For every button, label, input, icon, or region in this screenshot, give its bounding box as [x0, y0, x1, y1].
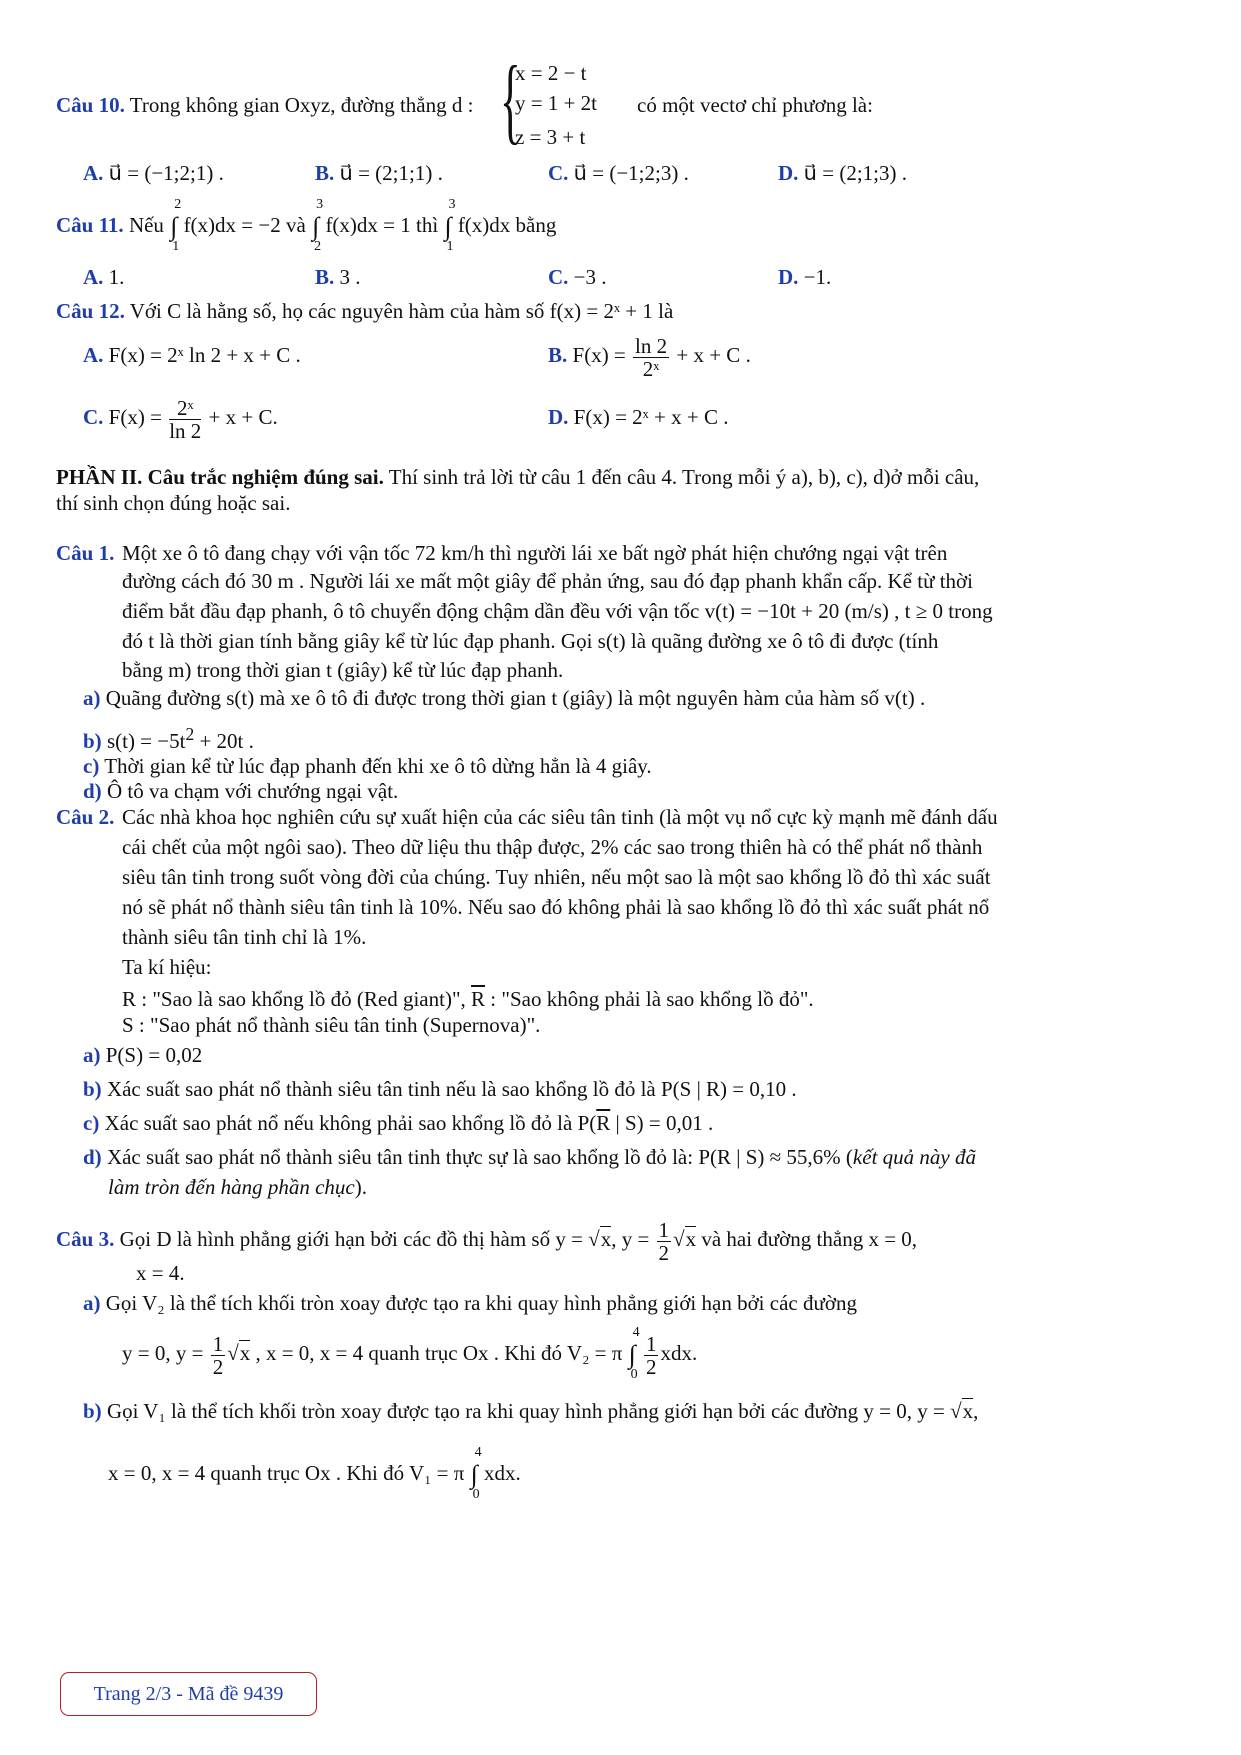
p1-line-3: điểm bắt đầu đạp phanh, ô tô chuyển động chậm dần đều với vận tốc v(t) = −10t + 20 (m/s) , t ≥ 0 trong	[122, 599, 993, 623]
system-brace: {	[500, 46, 521, 153]
p2-b: b) Xác suất sao phát nổ thành siêu tân tinh nếu là sao khổng lồ đỏ là P(S | R) = 0,10 .	[83, 1077, 797, 1101]
p3-b-line-1: b) Gọi V₁ là thể tích khối tròn xoay được tạo ra khi quay hình phẳng giới hạn bởi các đường y = 0, y = √x,	[83, 1399, 979, 1423]
p2-line-3: siêu tân tinh trong suốt vòng đời của chúng. Tuy nhiên, nếu một sao là một sao khổng lồ đỏ thì xác suất	[122, 865, 991, 889]
q10-option-a: A. u⃗ = (−1;2;1) .	[83, 161, 224, 185]
system-eq-1: x = 2 − t	[515, 61, 587, 85]
p2-label: Câu 2.	[56, 805, 115, 829]
p3-b-line-2: x = 0, x = 4 quanh trục Ox . Khi đó V₁ = π ∫ 4 0 xdx.	[108, 1445, 521, 1503]
q10-stem-b: có một vectơ chỉ phương là:	[637, 93, 873, 117]
p3-a-line-1: a) Gọi V₂ là thể tích khối tròn xoay được tạo ra khi quay hình phẳng giới hạn bởi các đường	[83, 1291, 857, 1315]
integral-3: ∫ 3 1	[444, 197, 456, 255]
part2-title: PHẦN II. Câu trắc nghiệm đúng sai.	[56, 465, 384, 489]
q12-option-d: D. F(x) = 2ˣ + x + C .	[548, 405, 729, 429]
q10-stem	[56, 92, 473, 118]
q12-option-a: A. F(x) = 2ˣ ln 2 + x + C .	[83, 343, 301, 367]
p2-line-2: cái chết của một ngôi sao). Theo dữ liệu thu thập được, 2% các sao trong thiên hà có thể phát nổ thành	[122, 835, 983, 859]
q12-option-c: C. F(x) = $\frac{\text{2ˣ}}{\ln 2}$ + x + C.	[83, 395, 278, 443]
p3-stem-d: x = 4.	[136, 1261, 185, 1285]
p1-d: d) Ô tô va chạm với chướng ngại vật.	[83, 779, 399, 803]
p2-notation: Ta kí hiệu:	[122, 955, 212, 979]
q11-option-c: C. −3 .	[548, 265, 607, 289]
p1-line-1: Một xe ô tô đang chạy với vận tốc 72 km/h thì người lái xe bất ngờ phát hiện chướng ngại vật trên	[122, 541, 948, 565]
p2-line-4: nó sẽ phát nổ thành siêu tân tinh là 10%. Nếu sao đó không phải là sao khổng lồ đỏ thì xác suất phát nổ	[122, 895, 990, 919]
p2-a: a) P(S) = 0,02	[83, 1043, 203, 1067]
part2-desc-2: thí sinh chọn đúng hoặc sai.	[56, 491, 291, 515]
q11-stem: Câu 11. Nếu ∫ 2 1 f(x)dx = −2 và ∫ 3 2 f(x)dx = 1 thì ∫ 3 1 f(x)dx bằng	[56, 197, 557, 255]
q11-option-a: A. 1.	[83, 265, 125, 289]
q12-option-b: B. F(x) = $\frac{\ln 2}{\text{2ˣ}}$ + x + C .	[548, 333, 751, 381]
p2-d-cont: làm tròn đến hàng phần chục).	[108, 1175, 367, 1199]
q11-option-b: B. 3 .	[315, 265, 361, 289]
integral-1: ∫ 2 1	[170, 197, 182, 255]
p2-c: c) Xác suất sao phát nổ nếu không phải sao khổng lồ đỏ là $P(\overline{R}$ | S) = 0,01 .	[83, 1111, 714, 1135]
page-footer: Trang 2/3 - Mã đề 9439	[60, 1672, 317, 1716]
system-eq-3: z = 3 + t	[515, 125, 586, 149]
p1-line-4: đó t là thời gian tính bằng giây kể từ lúc đạp phanh. Gọi s(t) là quãng đường xe ô tô đi được (tính	[122, 629, 939, 653]
q10-label: Câu 10.	[56, 93, 125, 117]
p2-s-line: S : "Sao phát nổ thành siêu tân tinh (Supernova)".	[122, 1013, 541, 1037]
q10-option-d: D. u⃗ = (2;1;3) .	[778, 161, 907, 185]
p2-line-1: Các nhà khoa học nghiên cứu sự xuất hiện của các siêu tân tinh (là một vụ nổ cực kỳ mạnh mẽ đánh dấu	[122, 805, 998, 829]
p1-a: a) Quãng đường s(t) mà xe ô tô đi được trong thời gian t (giây) là một nguyên hàm của hàm số v(t) .	[83, 686, 926, 710]
p2-r-line: R : "Sao là sao khổng lồ đỏ (Red giant)", $\overline{R}$ : "Sao không phải là sao khổng lồ đỏ".	[122, 987, 814, 1011]
integral-a: ∫ 4 0	[628, 1325, 640, 1383]
p2-line-5: thành siêu tân tinh chỉ là 1%.	[122, 925, 367, 949]
p1-label: Câu 1.	[56, 541, 115, 565]
q10-stem-a: Trong không gian Oxyz, đường thẳng d :	[129, 93, 474, 117]
q11-option-d: D. −1.	[778, 265, 832, 289]
part2-header: PHẦN II. Câu trắc nghiệm đúng sai. Thí sinh trả lời từ câu 1 đến câu 4. Trong mỗi ý a), b), c), d)ở mỗi câu,	[56, 465, 980, 489]
integral-b: ∫ 4 0	[470, 1445, 482, 1503]
system-eq-2: y = 1 + 2t	[515, 91, 598, 115]
p1-b: b) $s(t) = -5t^2 + 20t$ .	[83, 724, 254, 753]
q10-option-b: B. u⃗ = (2;1;1) .	[315, 161, 443, 185]
p3-a-line-2: y = 0, y = $\frac{1}{2}$ √x , x = 0, x = 4 quanh trục Ox . Khi đó V₂ = π ∫ 4 0 $\frac{1}{2}$ xdx.	[122, 1325, 698, 1383]
q12-stem: Câu 12. Với C là hằng số, họ các nguyên hàm của hàm số f(x) = 2ˣ + 1 là	[56, 299, 674, 323]
integral-2: ∫ 3 2	[312, 197, 324, 255]
p1-line-2: đường cách đó 30 m . Người lái xe mất một giây để phản ứng, sau đó đạp phanh khẩn cấp. Kể từ thời	[122, 569, 973, 593]
p3-stem: Câu 3. Gọi D là hình phẳng giới hạn bởi các đồ thị hàm số y = √x, y = $\frac{1}{2}$ √x và hai đường thẳng x = 0,	[56, 1217, 918, 1265]
p1-line-5: bằng m) trong thời gian t (giây) kể từ lúc đạp phanh.	[122, 658, 564, 682]
p1-c: c) Thời gian kể từ lúc đạp phanh đến khi xe ô tô dừng hẳn là 4 giây.	[83, 754, 652, 778]
q10-option-c: C. u⃗ = (−1;2;3) .	[548, 161, 689, 185]
p2-d: d) Xác suất sao phát nổ thành siêu tân tinh thực sự là sao khổng lồ đỏ là: P(R | S) ≈ 55,6% (kết quả này đã	[83, 1145, 976, 1169]
